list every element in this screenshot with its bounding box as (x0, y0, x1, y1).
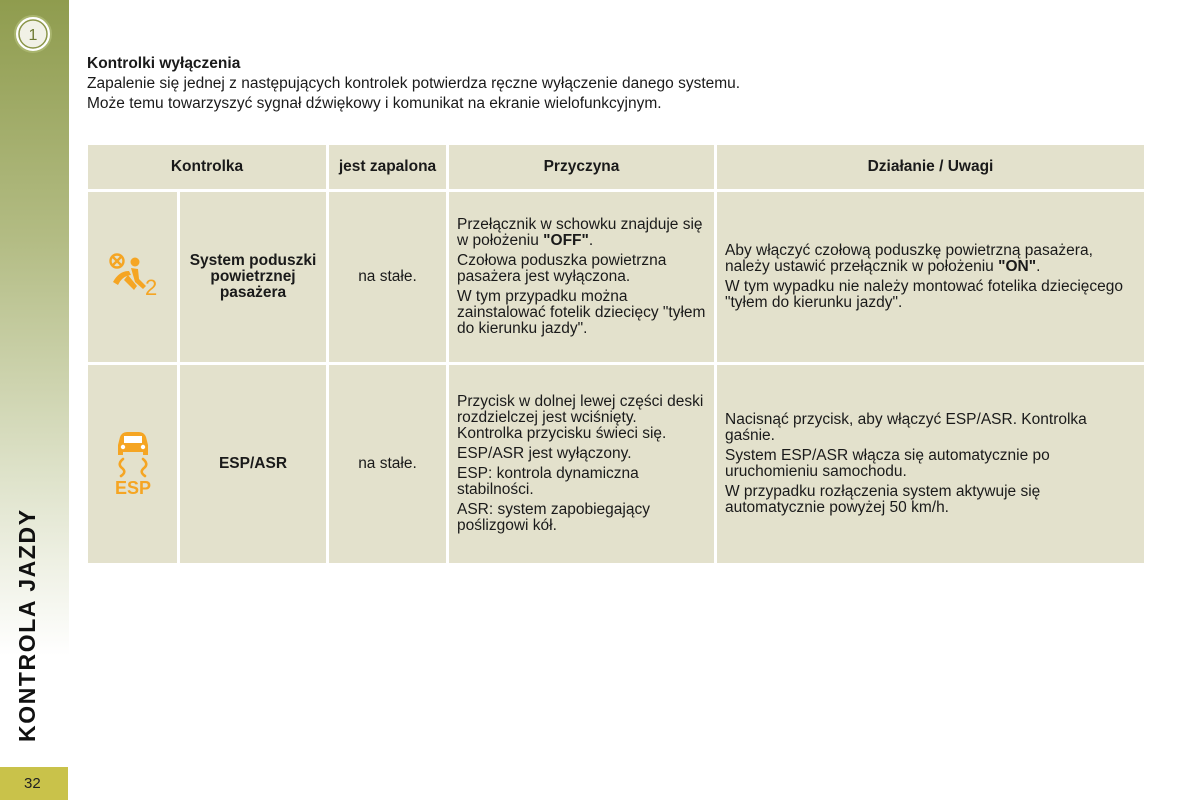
cause-text: ASR: system zapobiegający poślizgowi kół. (457, 501, 650, 534)
table-row (87, 364, 1146, 565)
page-number: 32 (0, 767, 68, 800)
action-text-end: . (1036, 258, 1041, 275)
cause-text-end: . (588, 232, 594, 249)
header-przyczyna: Przyczyna (448, 144, 716, 191)
svg-text:2: 2 (144, 275, 157, 298)
cause-text: Przełącznik w schowku znajduje się w położeniu (457, 216, 703, 249)
svg-text:ESP: ESP (114, 478, 151, 495)
switch-on-label: "ON" (998, 258, 1037, 275)
esp-off-icon (110, 429, 156, 495)
header-jest-zapalona: jest zapalona (328, 144, 448, 191)
warning-light-name: ESP/ASR (179, 364, 328, 565)
chapter-sidebar (0, 0, 69, 800)
cause-text: Przycisk w dolnej lewej części deski rozdzielczej jest wciśnięty. Kontrolka przycisku świeci się. (457, 393, 704, 442)
action-cell (716, 191, 1146, 364)
intro-block (87, 54, 1147, 114)
warning-light-name: System poduszki powietrznej pasażera (179, 191, 328, 364)
cause-cell (448, 364, 716, 565)
action-text: W tym wypadku nie należy montować fotelika dziecięcego "tyłem do kierunku jazdy". (725, 278, 1124, 311)
action-text: System ESP/ASR włącza się automatycznie po uruchomieniu samochodu. (725, 447, 1050, 480)
action-cell (716, 364, 1146, 565)
chapter-number-badge (13, 14, 51, 52)
action-text: Aby włączyć czołową poduszkę powietrzną pasażera, należy ustawić przełącznik w położeniu (725, 242, 1093, 275)
icon-cell (87, 364, 179, 565)
intro-line-1: Zapalenie się jednej z następujących kontrolek potwierdza ręczne wyłączenie danego systemu. (87, 75, 741, 92)
light-state: na stałe. (328, 191, 448, 364)
cause-text: W tym przypadku można zainstalować fotelik dziecięcy "tyłem do kierunku jazdy". (457, 288, 706, 337)
cause-cell (448, 191, 716, 364)
section-heading: Kontrolki wyłączenia (87, 55, 241, 72)
cause-text: Czołowa poduszka powietrzna pasażera jest wyłączona. (457, 252, 667, 285)
action-text: W przypadku rozłączenia system aktywuje się automatycznie powyżej 50 km/h. (725, 483, 1041, 516)
table-header-row (87, 144, 1146, 191)
table-row (87, 191, 1146, 364)
intro-line-2: Może temu towarzyszyć sygnał dźwiękowy i komunikat na ekranie wielofunkcyjnym. (87, 95, 662, 112)
switch-off-label: "OFF" (543, 232, 589, 249)
passenger-airbag-off-icon (107, 252, 159, 298)
light-state: na stałe. (328, 364, 448, 565)
action-text: Nacisnąć przycisk, aby włączyć ESP/ASR. Kontrolka gaśnie. (725, 411, 1087, 444)
cause-text: ESP/ASR jest wyłączony. (457, 445, 632, 462)
cause-text: ESP: kontrola dynamiczna stabilności. (457, 465, 639, 498)
header-kontrolka: Kontrolka (87, 144, 328, 191)
section-title: KONTROLA JAZDY (14, 508, 40, 742)
chapter-circle-icon (13, 14, 53, 54)
icon-cell (87, 191, 179, 364)
warning-lights-table (85, 142, 1147, 566)
header-dzialanie: Działanie / Uwagi (716, 144, 1146, 191)
chapter-number: 1 (28, 27, 38, 44)
